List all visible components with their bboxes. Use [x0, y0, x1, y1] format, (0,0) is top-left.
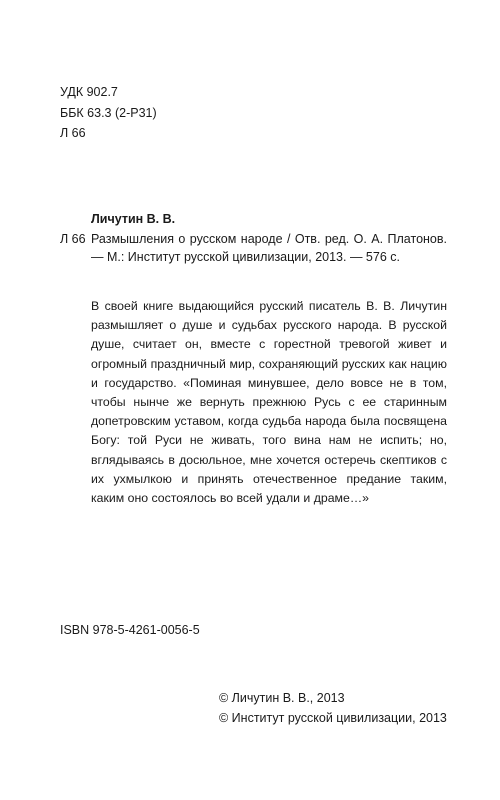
- entry-author-mark: Л 66: [60, 232, 86, 246]
- author-name: Личутин В. В.: [91, 212, 176, 226]
- entry-row: [60, 230, 447, 266]
- isbn-number: ISBN 978-5-4261-0056-5: [60, 623, 200, 637]
- classification-block: [60, 82, 157, 144]
- udk-code: УДК 902.7: [60, 85, 118, 99]
- copyright-author: © Личутин В. В., 2013: [219, 691, 345, 705]
- bibliographic-entry: [60, 210, 447, 266]
- copyright-block: [219, 688, 447, 728]
- annotation-paragraph: В своей книге выдающийся русский писатель В. В. Личутин размышляет о душе и судьбах русского народа. В русской душе, считает он, вместе с горестной тревогой живет и огромный праздничный мир, сохраняющий русских как нацию и государство. «Поминая минувшее, дело вовсе не в том, чтобы нынче же вернуть прежнюю Русь с ее старинным допетровским уставом, когда судьба народа была посвящена Богу: той Руси не живать, того вина нам не испить; но, вглядываясь в досюльное, мне хочется остеречь скептиков с их ухмылкою и принять отечественное предание таким, каким оно состоялось во всей удали и драме…»: [91, 299, 447, 506]
- author-mark: Л 66: [60, 126, 86, 140]
- copyright-publisher: © Институт русской цивилизации, 2013: [219, 711, 447, 725]
- bbk-code: ББК 63.3 (2-Р31): [60, 105, 157, 120]
- entry-description: Размышления о русском народе / Отв. ред. О. А. Платонов. — М.: Институт русской цивилизации, 2013. — 576 с.: [91, 232, 447, 264]
